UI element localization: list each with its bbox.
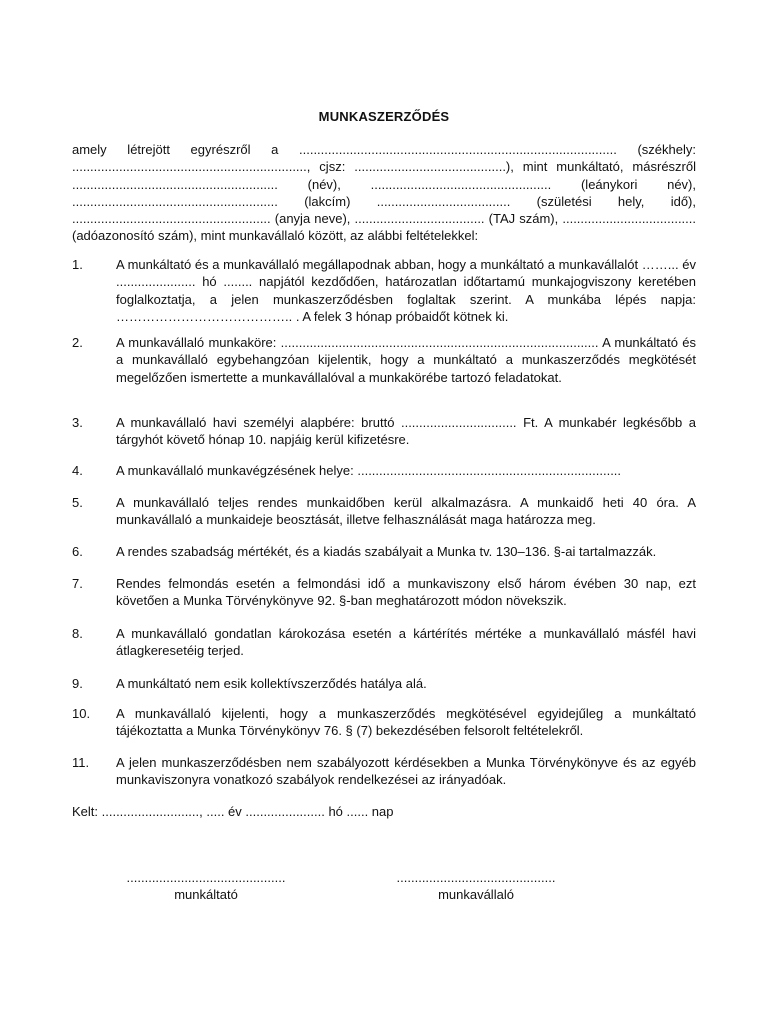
clause-text: A munkáltató nem esik kollektívszerződés hatálya alá. xyxy=(116,676,427,691)
clause-text: A jelen munkaszerződésben nem szabályozott kérdésekben a Munka Törvénykönyve és az egyéb munkaviszonyra vonatkozó szabályok rendelkezései az irányadóak. xyxy=(116,755,696,788)
clause-text: A munkavállaló munkaköre: ........................................................................................ A munkáltató és a munkavállaló egybehangzóan kijelentik, hogy a munkáltató a munkaszerződés megkötését megelőzően ismertette a munkavállalóval a munkakörébe tartozó feladatokat. xyxy=(116,335,696,385)
clause-text: A munkavállaló teljes rendes munkaidőben kerül alkalmazásra. A munkaidő heti 40 óra. A munkavállaló a munkaideje beosztását, illetve felhasználását maga határozza meg. xyxy=(116,495,696,528)
clause-text: A munkáltató és a munkavállaló megállapodnak abban, hogy a munkáltató a munkavállalót ……... év ...................... hó ........ napjától kezdődően, határozatlan időtartamú munkajogviszony keretében foglalkoztatja, a jelen munkaszerződésben foglaltak szerint. A munkába lépés napja: ………………………………….. . A felek 3 hónap próbaidőt kötnek ki. xyxy=(116,257,696,324)
clause-number: 11. xyxy=(72,755,90,770)
clause-number: 6. xyxy=(72,544,83,559)
clause-item xyxy=(72,256,696,325)
intro-paragraph: amely létrejött egyrészről a ........................................................................................ (székhely: ................................................................., cjsz: ..........................................), mint munkáltató, másrészről ......................................................... (név), .................................................. (leánykori név), ......................................................... (lakcím) ..................................... (születési hely, idő), ....................................................... (anyja neve), .................................... (TAJ szám), ..................................... (adóazonosító szám), mint munkavállaló között, az alábbi feltételekkel: xyxy=(72,142,696,244)
clause-text: A munkavállaló gondatlan károkozása esetén a kártérítés mértéke a munkavállaló másfél havi átlagkeresetéig terjed. xyxy=(116,626,696,659)
clause-number: 5. xyxy=(72,495,83,510)
clause-item xyxy=(72,414,696,449)
clause-number: 2. xyxy=(72,335,83,350)
clause-item xyxy=(72,494,696,529)
signature-label: munkavállaló xyxy=(438,887,514,902)
clause-item xyxy=(72,705,696,740)
clause-number: 10. xyxy=(72,706,91,721)
date-line: Kelt: ..........................., ..... év ...................... hó ...... nap xyxy=(72,804,394,819)
clause-number: 1. xyxy=(72,257,83,272)
clause-item xyxy=(72,575,696,610)
clause-text: A rendes szabadság mértékét, és a kiadás szabályait a Munka tv. 130–136. §-ai tartalmazzák. xyxy=(116,544,657,559)
clause-number: 8. xyxy=(72,626,83,641)
clause-text: A munkavállaló kijelenti, hogy a munkaszerződés megkötésével egyidejűleg a munkáltató tájékoztatta a Munka Törvénykönyv 76. § (7) bekezdésében felsorolt feltételekről. xyxy=(116,706,696,739)
document-title: MUNKASZERZŐDÉS xyxy=(318,109,450,124)
clause-item xyxy=(72,675,696,692)
clause-number: 7. xyxy=(72,576,83,591)
signature-line: ............................................ xyxy=(396,870,556,885)
clause-item xyxy=(72,543,696,560)
clause-text: A munkavállaló havi személyi alapbére: bruttó ................................ Ft. A munkabér legkésőbb a tárgyhót követő hónap 10. napjáig kerül kifizetésre. xyxy=(116,415,696,448)
clause-item xyxy=(72,334,696,386)
signature-employee xyxy=(390,869,562,903)
signature-label: munkáltató xyxy=(174,887,238,902)
clause-text: A munkavállaló munkavégzésének helye: ......................................................................... xyxy=(116,463,622,478)
clause-number: 9. xyxy=(72,676,83,691)
signature-line: ............................................ xyxy=(126,870,286,885)
clause-item xyxy=(72,462,696,479)
clause-item xyxy=(72,625,696,660)
clause-item xyxy=(72,754,696,789)
signature-employer xyxy=(120,869,292,903)
clause-number: 4. xyxy=(72,463,83,478)
clause-number: 3. xyxy=(72,415,83,430)
clause-text: Rendes felmondás esetén a felmondási idő a munkaviszony első három évében 30 nap, ezt követően a Munka Törvénykönyve 92. §-ban meghatározott módon növekszik. xyxy=(116,576,696,609)
